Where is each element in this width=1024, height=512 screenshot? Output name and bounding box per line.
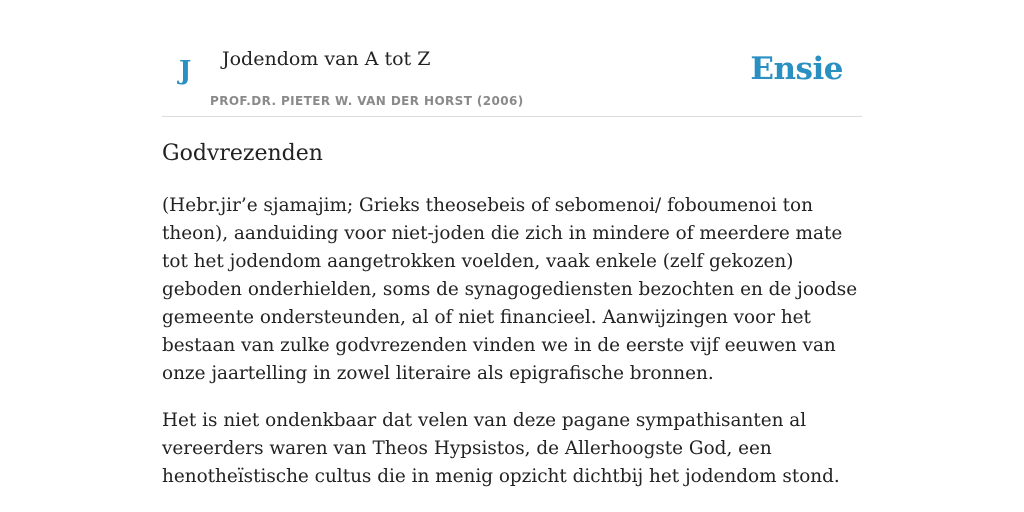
entry-paragraph-1: (Hebr.jir’e sjamajim; Grieks theosebeis of sebomenoi/ foboumenoi ton theon), aanduiding voor niet-joden die zich in mindere of meerdere mate tot het jodendom aangetrokken voelden, vaak enkele (zelf gekozen) geboden onderhielden, soms de synagogediensten bezochten en de joodse gemeente ondersteunden, al of niet financieel. Aanwijzingen voor het bestaan van zulke godvrezenden vinden we in de eerste vijf eeuwen van onze jaartelling in zowel literaire als epigrafische bronnen. xyxy=(162,195,858,384)
book-logo-icon[interactable]: J xyxy=(179,56,192,86)
entry-paragraph-2: Het is niet ondenkbaar dat velen van deze pagane sympathisanten al vereerders waren van Theos Hypsistos, de Allerhoogste God, een henotheïstische cultus die in menig opzicht dichtbij het jodendom stond. xyxy=(162,410,840,487)
entry-content xyxy=(162,192,872,510)
ensie-logo[interactable]: Ensie xyxy=(750,51,843,87)
entry-title: Godvrezenden xyxy=(162,141,323,166)
author-line: PROF.DR. PIETER W. VAN DER HORST (2006) xyxy=(210,94,524,108)
header xyxy=(162,0,862,117)
book-title[interactable]: Jodendom van A tot Z xyxy=(222,48,431,70)
